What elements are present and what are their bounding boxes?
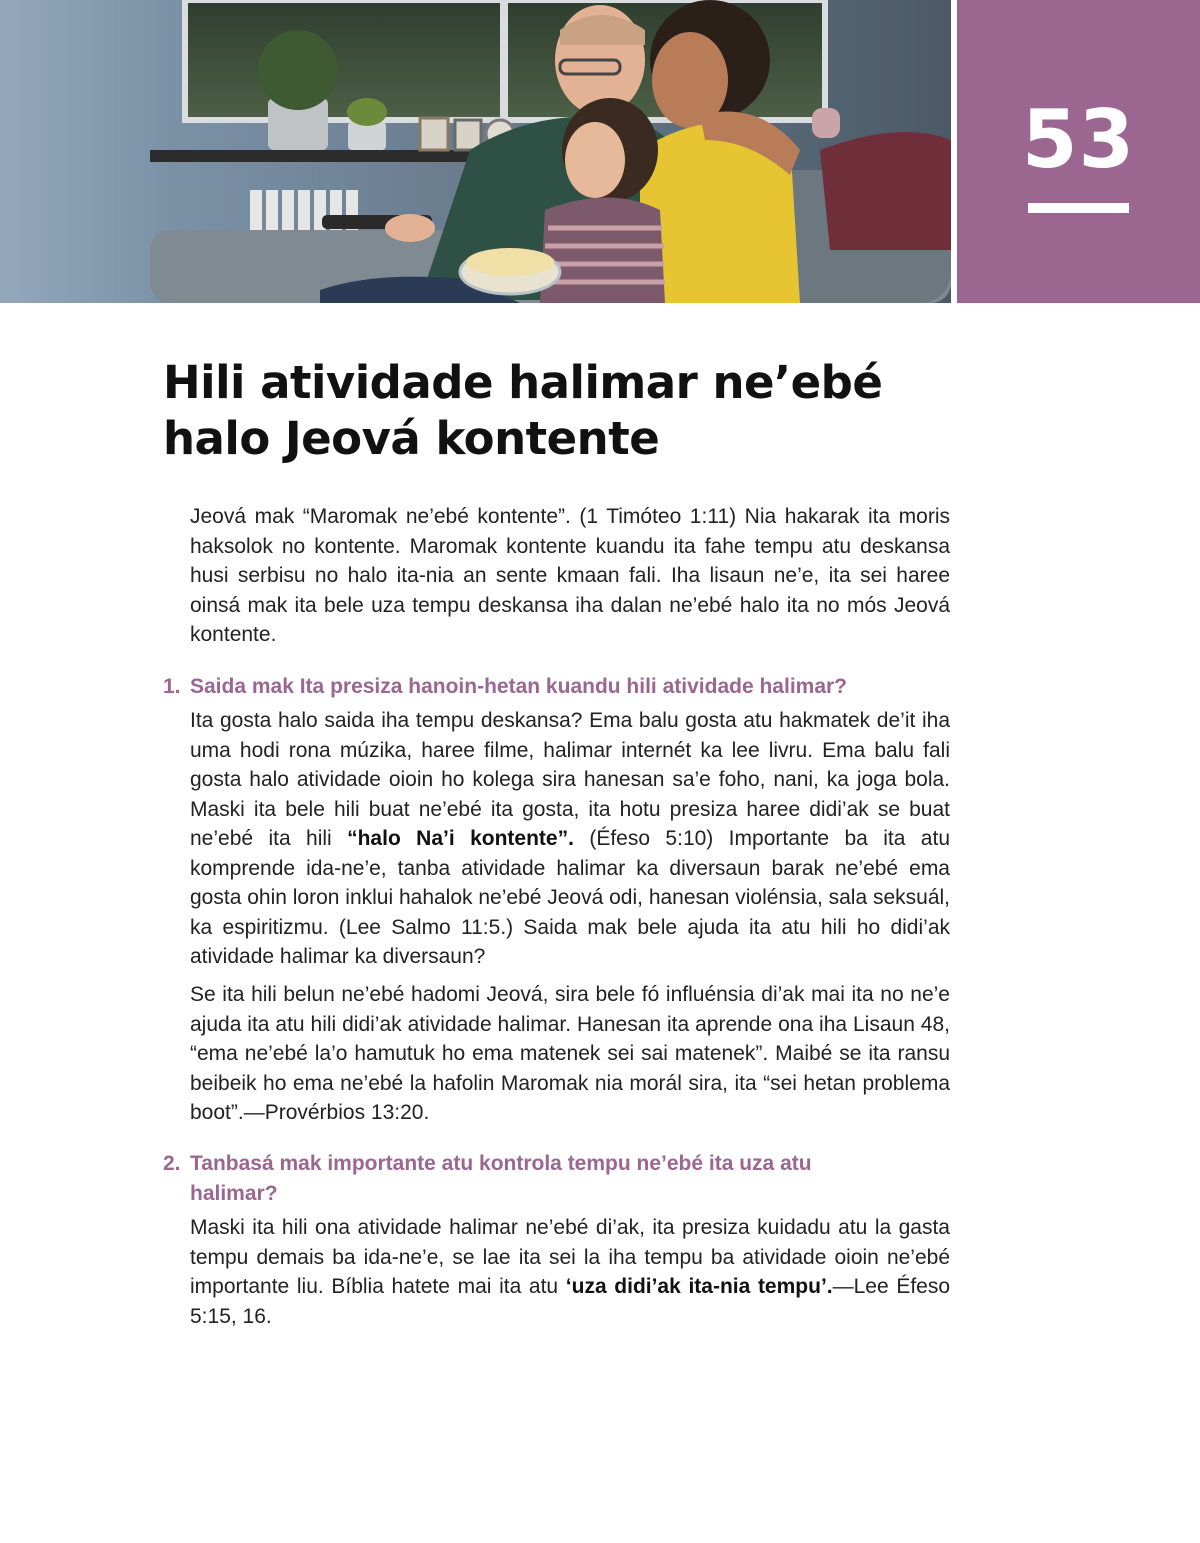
section-1-number: 1. xyxy=(163,675,181,698)
section-2-number: 2. xyxy=(163,1152,181,1175)
section-2-heading-text: Tanbasá mak importante atu kontrola tempu ne’ebé ita uza atu halimar? xyxy=(190,1152,812,1205)
chapter-badge xyxy=(957,0,1200,303)
section-2-paragraph-1-emphasis: ‘uza didi’ak ita-nia tempu’. xyxy=(565,1275,833,1298)
chapter-number: 53 xyxy=(1021,93,1136,186)
section-1-paragraph-1 xyxy=(190,706,950,972)
section-1-paragraph-1-text-a: Ita gosta halo saida iha tempu deskansa? Ema balu gosta atu hakmatek de’it iha uma hodi rona múzika, haree filme, halimar internét ka lee livru. Ema balu fali gosta halo atividade oioin ho kolega sira hanesan sa’e foho, nani, ka joga bola. Maski ita bele hili buat ne’ebé ita gosta, ita hotu presiza haree didi’ak se buat ne’ebé ita hili xyxy=(190,709,950,850)
chapter-underline xyxy=(1028,203,1129,213)
intro-paragraph: Jeová mak “Maromak ne’ebé kontente”. (1 Timóteo 1:11) Nia hakarak ita moris haksolok no kontente. Maromak kontente kuandu ita fahe tempu atu deskansa husi serbisu no halo ita-nia an sente kmaan fali. Iha lisaun ne’e, ita sei haree oinsá mak ita bele uza tempu deskansa iha dalan ne’ebé halo ita no mós Jeová kontente. xyxy=(190,505,950,646)
family-watching-tv-illustration xyxy=(0,0,951,303)
section-1-paragraph-1-emphasis: “halo Na’i kontente”. xyxy=(347,827,574,850)
section-2-paragraph-1-text-a: Maski ita hili ona atividade halimar ne’ebé di’ak, ita presiza kuidadu atu la gasta tempu demais ba ida-ne’e, se lae ita sei la iha tempu ba atividade oioin ne’ebé importante liu. Bíblia hatete mai ita atu xyxy=(190,1216,950,1298)
section-2-paragraph-1 xyxy=(190,1213,950,1331)
section-1-heading-text: Saida mak Ita presiza hanoin-hetan kuandu hili atividade halimar? xyxy=(190,675,847,698)
section-1-heading xyxy=(163,672,963,702)
section-1-paragraph-2: Se ita hili belun ne’ebé hadomi Jeová, sira bele fó influénsia di’ak mai ita no ne’e ajuda ita atu hili didi’ak atividade halimar. Hanesan ita aprende ona iha Lisaun 48, “ema ne’ebé la’o hamutuk ho ema matenek sei sai matenek”. Maibé se ita ransu beibeik ho ema ne’ebé la hafolin Maromak nia morál sira, ita “sei hetan problema boot”.—Provérbios 13:20. xyxy=(190,983,950,1124)
header-photo xyxy=(0,0,951,303)
section-2-paragraph-1-text-b: —Lee Éfeso 5:15, 16. xyxy=(190,1275,951,1328)
page-title: Hili atividade halimar ne’ebé halo Jeová kontente xyxy=(163,356,883,465)
section-2-heading xyxy=(163,1149,963,1208)
section-1-paragraph-1-text-b: (Éfeso 5:10) Importante ba ita atu komprende ida-ne’e, tanba atividade halimar ka diversaun barak ne’ebé ema gosta ohin loron inklui hahalok ne’ebé Jeová odi, hanesan violénsia, sala seksuál, ka espiritizmu. (Lee Salmo 11:5.) Saida mak bele ajuda ita atu hili ho didi’ak atividade halimar ka diversaun? xyxy=(190,827,951,968)
